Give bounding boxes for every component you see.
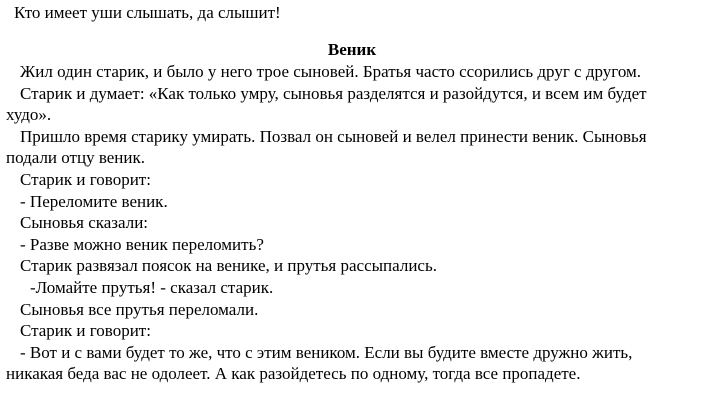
story-body [6,61,700,385]
story-line: худо». [6,105,52,125]
story-line: Старик развязал поясок на венике, и прутья рассыпались. [20,256,437,276]
story-line: Жил один старик, и было у него трое сыновей. Братья часто ссорились друг с другом. [20,62,642,81]
story-line: Сыновья сказали: [20,213,149,233]
epigraph: Кто имеет уши слышать, да слышит! [14,3,281,22]
story-line: Сыновья все прутья переломали. [20,299,259,319]
story-line: подали отцу веник. [6,148,146,168]
story-title: Веник [327,40,377,59]
story-line: - Разве можно веник переломить? [20,234,264,254]
story-line: Старик и думает: «Как только умру, сыновья разделятся и разойдутся, и всем им будет [20,83,647,103]
story-line: никакая беда вас не одолеет. А как разойдетесь по одному, тогда все пропадете. [6,364,581,384]
story-line: - Вот и с вами будет то же, что с этим веником. Если вы будите вместе дружно жить, [20,342,633,362]
story-line: - Переломите веник. [20,191,168,211]
story-line: Пришло время старику умирать. Позвал он сыновей и велел принести веник. Сыновья [20,126,647,146]
story-line: Старик и говорит: [20,321,151,341]
story-line: Старик и говорит: [20,169,151,189]
story-line: -Ломайте прутья! - сказал старик. [30,277,274,297]
